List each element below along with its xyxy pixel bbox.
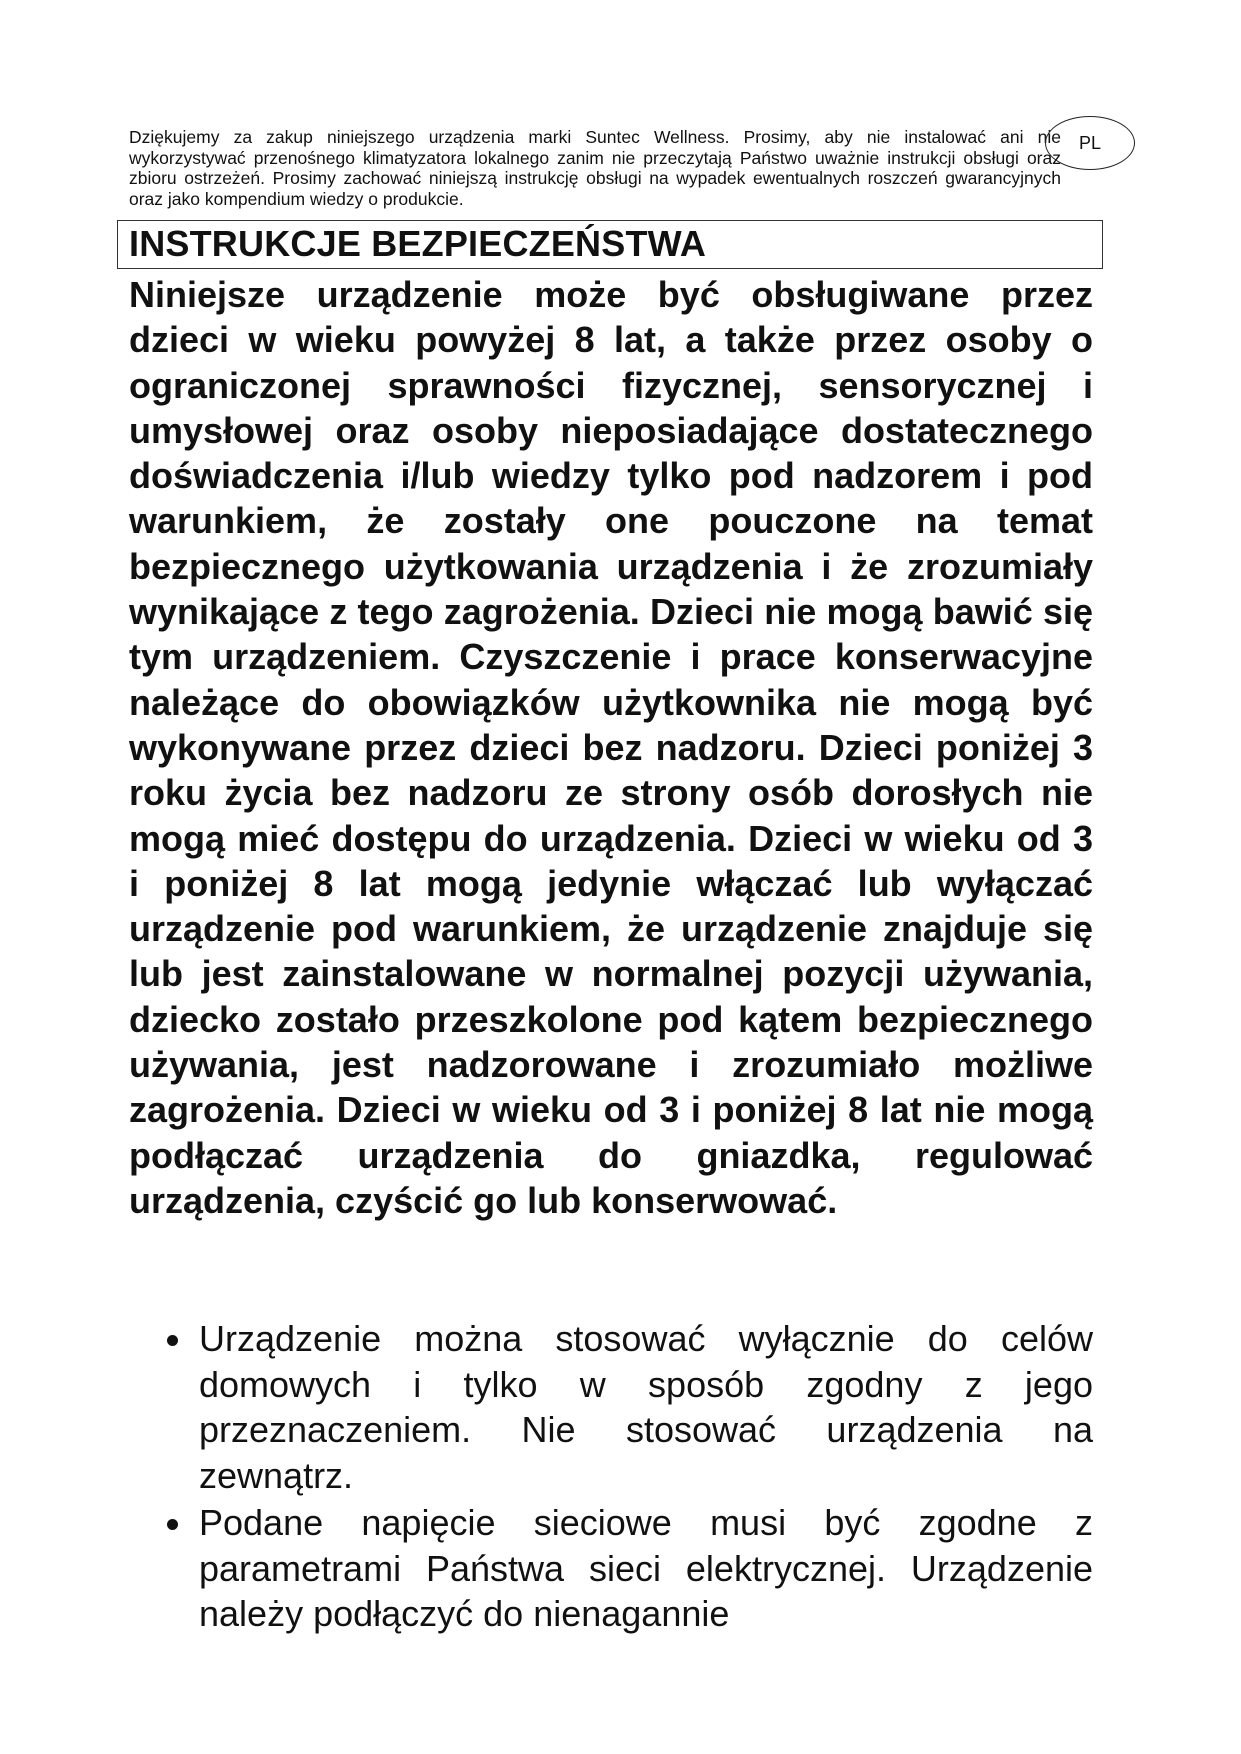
language-badge: [1045, 116, 1135, 170]
intro-paragraph: Dziękujemy za zakup niniejszego urządzenia marki Suntec Wellness. Prosimy, aby nie instalować ani nie wykorzystywać przenośnego klimatyzatora lokalnego zanim nie przeczytają Państwo uważnie instrukcji obsługi oraz zbioru ostrzeżeń. Prosimy zachować niniejszą instrukcję obsługi na wypadek ewentualnych roszczeń gwarancyjnych oraz jako kompendium wiedzy o produkcie.: [129, 127, 1061, 209]
list-item-text: Urządzenie można stosować wyłącznie do celów domowych i tylko w sposób zgodny z jego przeznaczeniem. Nie stosować urządzenia na zewnątrz.: [199, 1318, 1093, 1496]
list-item-text: Podane napięcie sieciowe musi być zgodne z parametrami Państwa sieci elektrycznej. Urządzenie należy podłączyć do nienagannie: [199, 1502, 1093, 1634]
language-badge-label: PL: [1078, 132, 1102, 153]
section-title: INSTRUKCJE BEZPIECZEŃSTWA: [129, 223, 707, 264]
bullet-icon: [167, 1335, 178, 1346]
list-item: [129, 1316, 1093, 1498]
safety-bullet-list: [129, 1316, 1093, 1639]
bullet-icon: [167, 1519, 178, 1530]
safety-main-paragraph: Niniejsze urządzenie może być obsługiwane przez dzieci w wieku powyżej 8 lat, a także przez osoby o ograniczonej sprawności fizycznej, sensorycznej i umysłowej oraz osoby nieposiadające dostatecznego doświadczenia i/lub wiedzy tylko pod nadzorem i pod warunkiem, że zostały one pouczone na temat bezpiecznego użytkowania urządzenia i że zrozumiały wynikające z tego zagrożenia. Dzieci nie mogą bawić się tym urządzeniem. Czyszczenie i prace konserwacyjne należące do obowiązków użytkownika nie mogą być wykonywane przez dzieci bez nadzoru. Dzieci poniżej 3 roku życia bez nadzoru ze strony osób dorosłych nie mogą mieć dostępu do urządzenia. Dzieci w wieku od 3 i poniżej 8 lat mogą jedynie włączać lub wyłączać urządzenie pod warunkiem, że urządzenie znajduje się lub jest zainstalowane w normalnej pozycji używania, dziecko zostało przeszkolone pod kątem bezpiecznego używania, jest nadzorowane i zrozumiało możliwe zagrożenia. Dzieci w wieku od 3 i poniżej 8 lat nie mogą podłączać urządzenia do gniazdka, regulować urządzenia, czyścić go lub konserwować.: [129, 274, 1093, 1221]
list-item: [129, 1500, 1093, 1637]
